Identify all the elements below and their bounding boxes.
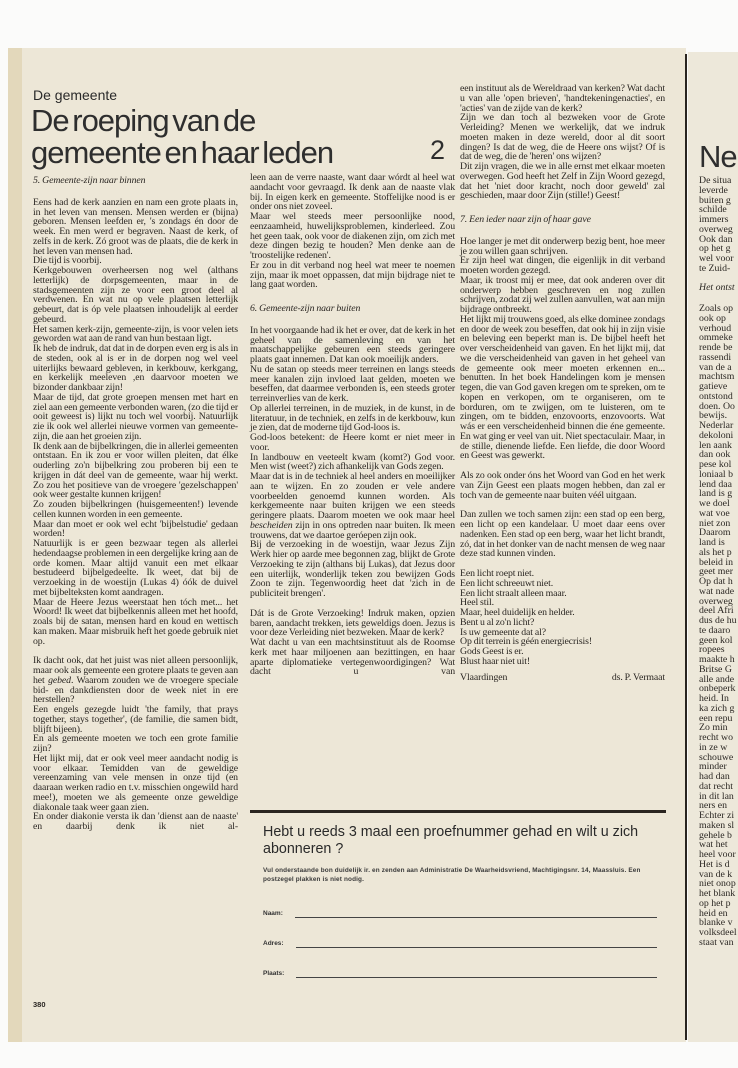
page-gutter xyxy=(685,54,687,1040)
paragraph: Een licht straalt alleen maar. xyxy=(460,587,567,599)
text-line: wat nade xyxy=(699,585,735,597)
paragraph xyxy=(250,472,455,540)
right-page-section-heading xyxy=(699,283,735,293)
text-line: minder xyxy=(699,761,727,773)
text-line: gehele b xyxy=(699,829,732,841)
text-line: machtsm xyxy=(699,371,735,383)
form-title: Hebt u reeds 3 maal een proefnummer gehad en wilt u zich abonneren ? xyxy=(263,824,639,857)
paragraph: Zijn we dan toch al bezweken voor de Grote Verleiding? Menen we werkelijk, dat we indruk moeten maken in deze wereld, door al dit soort dingen? Is dat de weg, die de Heere ons wijst? Of is dat de weg, die de 'heren' ons wijzen? xyxy=(460,112,665,163)
form-instructions: Vul onderstaande bon duidelijk ir. en zenden aan Administratie De Waarheidsvriend, Machtigingsnr. 14, Maassluis. Een postzegel plakken is niet nodig. xyxy=(263,867,641,883)
text-line: alle ande xyxy=(699,673,735,685)
text-line: geen kol xyxy=(699,634,733,646)
field-label: Plaats: xyxy=(263,970,285,977)
text-line: van de k xyxy=(699,868,733,880)
text-line: immers xyxy=(699,214,729,225)
text-line: bewijs. xyxy=(699,410,728,422)
text-line: ook op xyxy=(699,312,726,324)
right-page-title: Ne xyxy=(699,139,737,174)
paragraph: En onder diakonie versta ik dan 'dienst aan de naaste' en daarbij denk ik niet al- xyxy=(33,811,238,832)
text-line: land is g xyxy=(699,488,733,500)
paragraph: Kerkgebouwen overheersen nog wel (althans letterlijk) de dorpsgemeenten, maar in de stadsgemeenten zijn ze voor een groot deel al verdwenen. En wat nu op vele plaatsen letterlijk gebeurt, dat is óp vele plaatsen inhoudelijk al eerder gebeurd. xyxy=(33,265,238,325)
write-line[interactable] xyxy=(296,946,657,948)
paragraph: Bij de verzoeking in de woestijn, waar Jezus Zijn Werk hier op aarde mee begonnen zag, blijkt de Grote Verzoeking te zijn (althans bij Lukas), dat Jezus door een uiterlijk, wonderlijk teken zou bewijzen Gods Zoon te zijn. Tegenwoordig heet dat 'zich in de publiciteit brengen'. xyxy=(250,539,455,599)
text-line: in dit lan xyxy=(699,790,734,802)
text-line: op het g xyxy=(699,243,731,255)
text-line: recht wo xyxy=(699,732,734,743)
text-line: maakte h xyxy=(699,654,735,665)
text-line: het blank xyxy=(699,888,736,899)
text-line: land is xyxy=(699,537,725,548)
text-column-2 xyxy=(250,173,455,677)
paragraph: Gods Geest is er. xyxy=(460,646,524,657)
text-line: wat het xyxy=(699,839,728,851)
text-line: Britse G xyxy=(699,663,732,675)
signature-author: ds. P. Vermaat xyxy=(611,671,665,683)
text-line: Zoals op xyxy=(699,303,734,314)
text-line: wat voe xyxy=(699,507,730,519)
text-line: loniaal b xyxy=(699,468,734,480)
text-line: buiten g xyxy=(699,194,731,206)
text-line: leverde xyxy=(699,184,728,196)
text-line: ners en xyxy=(699,800,728,812)
text-line: een repu xyxy=(699,712,733,724)
text-line: lend daa xyxy=(699,478,732,490)
text-line: dekoloni xyxy=(699,429,734,441)
text-line: ommeke xyxy=(699,332,733,344)
paragraph: En als gemeente moeten we toch een grote familie zijn? xyxy=(33,733,238,754)
name-field[interactable] xyxy=(263,910,657,918)
write-line[interactable] xyxy=(296,976,657,978)
paragraph: Maar, ik troost mij er mee, dat ook anderen over dit onderwerp hebben geschreven en nog zullen schrijven, zodat zij wel zullen aanvullen, wat aan mijn bijdrage ontbreekt. xyxy=(460,274,665,315)
text-line: pese kol xyxy=(699,459,732,470)
page-number: 380 xyxy=(33,1000,46,1009)
paragraph: Wat dacht u van een machtsinstituut als de Roomse kerk met haar miljoenen aan bezittingen, en haar aparte diplomatieke vertegenwoordigingen? Wat dacht u van xyxy=(250,637,455,678)
part-number: 2 xyxy=(430,135,446,165)
paragraph: Maar, heel duidelijk en helder. xyxy=(460,607,575,618)
text-line: heel voor xyxy=(699,849,736,860)
section-heading: 5. Gemeente-zijn naar binnen xyxy=(33,175,146,186)
paragraph: Er zou in dit verband nog heel wat meer te noemen zijn, maar ik moet oppassen, dat mijn bijdrage niet te lang gaat worden. xyxy=(250,259,455,291)
text-line: overweg xyxy=(699,595,733,607)
paragraph: Blust haar niet uit! xyxy=(460,655,530,667)
text-line: Nederlar xyxy=(699,420,734,431)
paragraph: Bent u al zo'n licht? xyxy=(460,616,535,628)
text-line: len aank xyxy=(699,439,732,451)
right-page-intro xyxy=(699,176,734,274)
emphasis: gebed xyxy=(48,674,71,686)
text-line: volksdeel xyxy=(699,927,737,938)
paragraph: Het lijkt mij trouwens goed, als elke dominee zondags en door de week zou beseffen, dat ook hij in zijn visie en beleving een beperkt man is. De bijbel heeft het over verscheidenheid van gaven. En het lijkt mij, dat we die verscheidenheid van gaven in het geheel van de gemeente ook meer moeten erkennen en... benutten. In het boek Handelingen kom je mensen tegen, die van God gaven kregen om te spreken, om te kopen en verkopen, om te organiseren, om te borduren, om te zwijgen, om te luisteren, om te zingen, om te bidden, enzovoorts, enzovoorts. Wat wás er een verscheidenheid binnen die éne gemeente. En wat ging er veel van uit. Niet spectaculair. Maar, in de stille, dienende liefde. Een liefde, die door Woord en Geest was gewerkt. xyxy=(460,313,665,462)
paragraph: Een licht roept niet. xyxy=(460,568,534,579)
text-run: . Waarom zouden we de vroegere speciale bid- en dankdiensten door de week niet in ere herstellen? xyxy=(33,674,238,706)
paragraph: Hoe langer je met dit onderwerp bezig bent, hoe meer je zou willen gaan schrijven. xyxy=(460,235,665,257)
section-kicker: De gemeente xyxy=(33,87,118,103)
paragraph: Op dit terrein is géén energiecrisis! xyxy=(460,636,593,648)
paragraph: Dát is de Grote Verzoeking! Indruk maken, opzien baren, aandacht trekken, iets geweldigs doen. Jezus is voor deze Verleiding niet bezweken. Maar de kerk? xyxy=(250,607,455,639)
text-line: schouwe xyxy=(699,751,734,763)
text-line: als het p xyxy=(699,546,732,558)
text-line: heid. In xyxy=(699,693,729,704)
place-field[interactable] xyxy=(263,970,657,978)
paragraph: Is uw gemeente dat al? xyxy=(460,626,546,638)
right-page-body xyxy=(699,304,737,948)
paragraph: Er zijn heel wat dingen, die eigenlijk in dit verband moeten worden gezegd. xyxy=(460,255,665,276)
paragraph: Het samen kerk-zijn, gemeente-zijn, is voor velen iets geworden wat aan de rand van hun bestaan ligt. xyxy=(33,323,238,345)
paragraph: Op allerlei terreinen, in de muziek, in de kunst, in de literatuur, in de techniek, en zelfs in de kerkbouw, kun je zien, dat de moderne tijd God-loos is. xyxy=(250,402,455,434)
emphasis: bescheiden xyxy=(250,519,293,531)
text-line: De situa xyxy=(699,175,732,186)
paragraph: Maar dan moet er ook wel echt 'bijbelstudie' gedaan worden! xyxy=(33,518,238,540)
field-label: Naam: xyxy=(263,910,283,917)
subscription-form xyxy=(263,824,663,984)
article-title-line-2: gemeente en haar leden xyxy=(31,135,334,170)
divider-rule xyxy=(250,810,666,813)
text-line: niet onop xyxy=(699,878,736,890)
text-line: gatieve xyxy=(699,381,728,392)
text-line: deel Afri xyxy=(699,605,734,617)
paragraph: Zo zouden bijbelkringen (huisgemeenten!) levende cellen kunnen worden in een gemeente. xyxy=(33,499,238,520)
text-line: te daaro xyxy=(699,624,731,636)
text-column-1 xyxy=(33,176,238,832)
text-line: van de a xyxy=(699,361,732,373)
paragraph: Het lijkt mij, dat er ook veel meer aandacht nodig is voor elkaar. Temidden van de geweldige vereenzaming van vele mensen in onze tijd (en daaraan werken radio en t.v. misschien ongewild hard mee!), moeten we als gemeente onze geweldige diakonale taak weer gaan zien. xyxy=(33,752,238,813)
paragraph: In het voorgaande had ik het er over, dat de kerk in het geheel van de samenleving en van het maatschappelijke gebeuren een steeds geringere plaats gaat innemen. Dat kan ook moeilijk anders. xyxy=(250,324,455,365)
text-line: dat recht xyxy=(699,780,733,792)
paragraph: een instituut als de Wereldraad van kerken? Wat dacht u van alle 'open brieven', 'handtekeningenacties', en 'acties' van de zijde van de kerk? xyxy=(460,83,665,114)
paragraph: Nu de satan op steeds meer terreinen en langs steeds meer kanalen zijn invloed laat gelden, moeten we beseffen, dat daarmee verbonden is, een steeds groter terreinverlies van de kerk. xyxy=(250,363,455,404)
paragraph: Dit zijn vragen, die we in alle ernst met elkaar moeten overwegen. God heeft het Zelf in Zijn Woord gezegd, dat het 'niet door kracht, noch door geweld' zal geschieden, maar door Zijn (stille!) Geest! xyxy=(460,161,665,202)
article-title-line-1: De roeping van de xyxy=(31,103,256,138)
paragraph: Heel stil. xyxy=(460,597,494,609)
section-heading: 7. Een ieder naar zijn of haar gave xyxy=(460,214,591,225)
text-line: rassendi xyxy=(699,351,732,363)
text-line: Zo min xyxy=(699,722,728,734)
text-line: Ook dan xyxy=(699,233,733,245)
text-line: Daarom xyxy=(699,527,731,539)
text-line: op het p xyxy=(699,897,731,909)
text-line: niet zon xyxy=(699,517,731,529)
text-line: verhoud xyxy=(699,322,732,334)
text-line: rende be xyxy=(699,342,733,353)
text-line: staat van xyxy=(699,936,734,948)
text-line: beleid in xyxy=(699,556,734,568)
text-line: Op dat h xyxy=(699,576,733,587)
paragraph: Een licht schreeuwt niet. xyxy=(460,577,554,589)
text-run: Maar dat is in de techniek al heel anders en moeilijker aan te wijzen. En zo zouden er vele andere voorbeelden genoemd kunnen worden. Als kerkgemeente naar buiten krijgen we een steeds geringere plaats. Daarom moeten we ook maar heel xyxy=(250,471,455,521)
paragraph: In landbouw en veeteelt kwam (komt?) God voor. Men wist (weet?) zich afhankelijk van Gods zegen. xyxy=(250,451,455,473)
text-line: in ze w xyxy=(699,741,728,753)
paragraph: Die tijd is voorbij. xyxy=(33,255,102,267)
paragraph: Maar de Heere Jezus weerstaat hen tóch met... het Woord! Ik weet dat bijbelkennis alleen met het hoofd, zoals bij de satan, mensen hard en koud en wettisch kan maken. Maar misbruik heft het goede gebruik niet op. xyxy=(33,596,238,647)
paragraph: Als zo ook onder óns het Woord van God en het werk van Zijn Geest een plaats mogen hebben, dan zal er toch van de gemeente naar buiten véél uitgaan. xyxy=(460,470,665,501)
paragraph: Een engels gezegde luidt 'the family, that prays together, stays together', (de familie, die samen bidt, blijft bijeen). xyxy=(33,704,238,735)
section-heading: 6. Gemeente-zijn naar buiten xyxy=(250,303,361,314)
text-column-3 xyxy=(460,84,665,682)
text-line: we doel xyxy=(699,498,730,509)
paragraph: Eens had de kerk aanzien en nam een grote plaats in, in het leven van mensen. Mensen werden er (bijna) geboren. Mensen leefden er, 's zondags én door de week. En men werd er begraven. Naast de kerk, of zelfs in de kerk. Zó groot was de plaats, die de kerk in het leven van mensen had. xyxy=(33,196,238,257)
signature xyxy=(460,673,665,683)
text-line: doen. Oo xyxy=(699,400,735,412)
paragraph: Natuurlijk is er geen bezwaar tegen als allerlei hedendaagse problemen in een dergelijke kring aan de orde komen. Maar altijd vanuit een met elkaar bestudeerd bijbelgedeelte. Ik weet, dat bij de verzoeking in de woestijn (Lukas 4) óók de duivel met bijbelteksten komt aandragen. xyxy=(33,538,238,598)
section-heading: Het ontst xyxy=(699,282,735,293)
paragraph: Ik heb de indruk, dat dat in de dorpen even erg is als in de steden, ook al is er in de dorpen nog wel veel uiterlijks bewaard gebleven, in kerkbouw, kerkgang, en kerkelijk meeleven ,en daarvoor moeten we bizonder dankbaar zijn! xyxy=(33,343,238,393)
text-line: had dan xyxy=(699,771,730,782)
field-label: Adres: xyxy=(263,940,284,947)
text-line: ropees xyxy=(699,644,725,656)
paragraph: leen aan de verre naaste, want daar wórdt al heel wat aandacht voor gevraagd. Ik denk aan de naaste vlak bij. In eigen kerk en gemeente. Stoffelijke nood is er onder ons niet zoveel. xyxy=(250,172,455,213)
paragraph: Maar wel steeds meer persoonlijke nood, eenzaamheid, huwelijksproblemen, kinderleed. Zou het geen taak, ook voor de diakenen zijn, om zich met deze dingen bezig te houden? Men denke aan de 'troostelijke redenen'. xyxy=(250,211,455,261)
text-line: heid en xyxy=(699,907,728,919)
text-line: te Zuid- xyxy=(699,262,731,274)
paragraph: Dan zullen we toch samen zijn: een stad op een berg, een licht op een kandelaar. U moet daar eens over nadenken. Een stad op een berg, waar het licht brandt, zó, dat in het donker van de nacht mensen de weg naar deze stad kunnen vinden. xyxy=(460,509,665,560)
text-line: ka zich g xyxy=(699,702,735,714)
write-line[interactable] xyxy=(295,916,657,918)
text-line: wel voor xyxy=(699,253,734,264)
text-line: ontstond xyxy=(699,390,733,402)
signature-place: Vlaardingen xyxy=(460,671,508,683)
text-line: dus de hu xyxy=(699,615,737,626)
text-line: Echter zi xyxy=(699,810,735,821)
text-line: geet mer xyxy=(699,566,733,578)
text-line: schilde xyxy=(699,204,727,216)
right-page xyxy=(688,52,738,1042)
address-field[interactable] xyxy=(263,940,657,948)
text-run: zijn in ons optreden naar buiten. Ik meen trouwens, dat we daartoe geróepen zijn ook. xyxy=(250,519,455,541)
paragraph: Ik denk aan de bijbelkringen, die in allerlei gemeenten ontstaan. En ik zou er voor willen pleiten, dat élke ouderling zo'n bijbelkring zou proberen bij een te krijgen in dát deel van de gemeente, waar hij werkt. Zo zou het positieve van de vroegere 'gezelschappen' ook weer gestalte kunnen krijgen! xyxy=(33,440,238,501)
paragraph xyxy=(33,656,238,705)
text-run: Ik dacht ook, dat het juist was niet alleen persoonlijk, maar ook als gemeente een grotere plaats te geven aan het xyxy=(33,655,238,686)
text-line: Het is d xyxy=(699,858,730,870)
text-line: onbeperk xyxy=(699,683,736,695)
paragraph: Maar de tijd, dat grote groepen mensen met hart en ziel aan een gemeente verbonden waren, (zo die tijd er ooit geweest is) lijkt nu toch wel voorbij. Natuurlijk zie ik ook wel allerlei nieuwe vormen van gemeente-zijn, die aan het groeien zijn. xyxy=(33,391,238,442)
text-line: blanke v xyxy=(699,917,733,929)
paragraph: God-loos betekent: de Heere komt er niet meer in voor. xyxy=(250,432,455,453)
text-line: overweg xyxy=(699,223,733,235)
text-line: dan ook xyxy=(699,449,731,461)
text-line: maken sl xyxy=(699,819,735,831)
